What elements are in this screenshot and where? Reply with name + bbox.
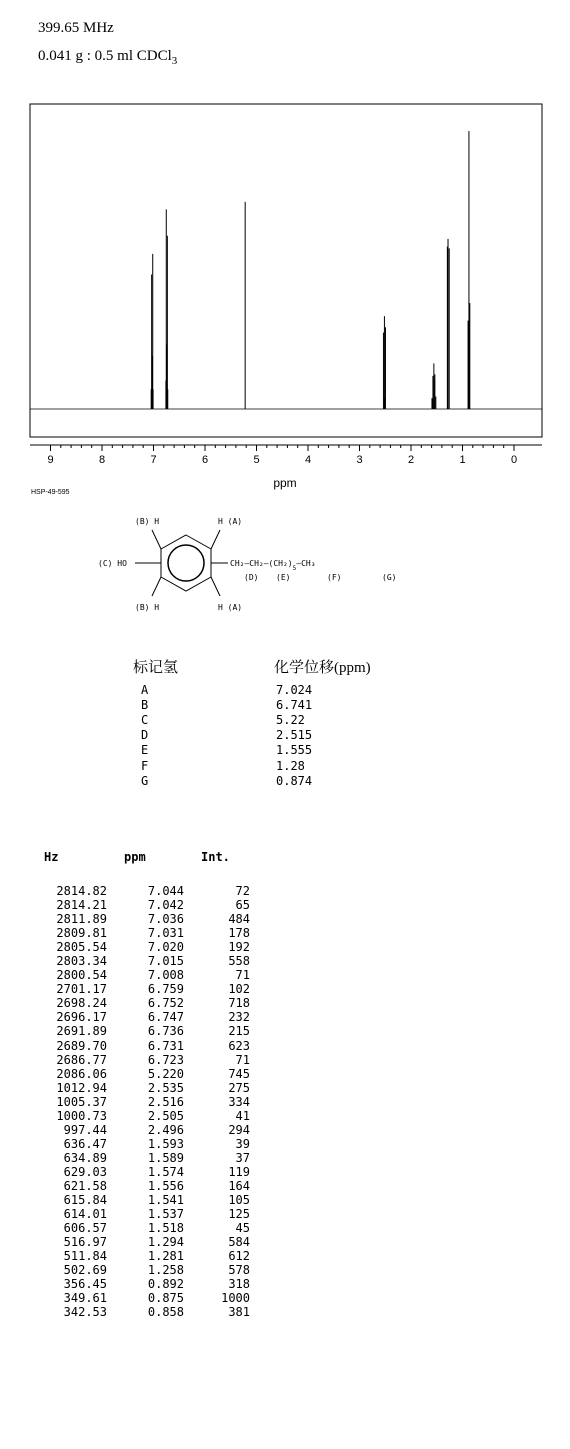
assignment-shift: 1.28 bbox=[276, 758, 305, 773]
x-tick-label: 1 bbox=[459, 454, 466, 466]
peak-intensity: 105 bbox=[228, 1193, 250, 1208]
table-row bbox=[0, 884, 260, 898]
peak-header-int: Int. bbox=[201, 850, 230, 864]
peak-ppm: 1.281 bbox=[147, 1249, 184, 1264]
peak-intensity: 484 bbox=[228, 912, 250, 927]
peak-ppm: 7.036 bbox=[147, 912, 184, 927]
peak-header-hz: Hz bbox=[44, 850, 59, 864]
peak-hz: 2689.70 bbox=[56, 1038, 107, 1053]
peak-ppm: 1.589 bbox=[147, 1150, 184, 1165]
x-tick-label: 3 bbox=[356, 454, 363, 466]
peak-ppm: 1.537 bbox=[147, 1207, 184, 1222]
peak-hz: 2698.24 bbox=[56, 996, 107, 1011]
peak-ppm: 7.015 bbox=[147, 954, 184, 969]
table-row bbox=[0, 1179, 260, 1193]
table-row bbox=[0, 1263, 260, 1277]
table-row bbox=[0, 1249, 260, 1263]
peak-intensity: 745 bbox=[228, 1066, 250, 1081]
molecule-structure bbox=[0, 500, 570, 640]
peak-hz: 606.57 bbox=[63, 1221, 107, 1236]
x-tick-label: 0 bbox=[510, 454, 518, 466]
peak-intensity: 612 bbox=[228, 1249, 250, 1264]
peak-ppm: 7.008 bbox=[147, 968, 184, 983]
peak-hz: 516.97 bbox=[63, 1235, 107, 1250]
peak-intensity: 71 bbox=[235, 1052, 250, 1067]
table-row bbox=[0, 1067, 260, 1081]
peak-hz: 2805.54 bbox=[56, 940, 107, 955]
peak-hz: 1005.37 bbox=[56, 1094, 107, 1109]
assignment-label: F bbox=[141, 758, 149, 773]
chain-text: CH₂—CH₂—(CH₂) bbox=[230, 559, 293, 568]
peak-hz: 502.69 bbox=[63, 1263, 107, 1278]
label-chain bbox=[230, 559, 316, 572]
table-row bbox=[0, 1235, 260, 1249]
peak-intensity: 45 bbox=[235, 1221, 250, 1236]
peak-hz: 2686.77 bbox=[56, 1052, 107, 1067]
peak-hz: 636.47 bbox=[63, 1136, 107, 1151]
assignment-label: A bbox=[141, 683, 149, 697]
peak-hz: 511.84 bbox=[63, 1249, 107, 1264]
label-h-top-left: (B) H bbox=[135, 517, 160, 526]
aromatic-circle bbox=[168, 545, 204, 581]
peak-intensity: 558 bbox=[228, 954, 250, 969]
label-h-top-right: H (A) bbox=[218, 517, 243, 526]
peak-hz: 629.03 bbox=[63, 1164, 107, 1179]
peak-intensity: 578 bbox=[228, 1263, 250, 1278]
table-row bbox=[0, 1291, 260, 1305]
peak-intensity: 318 bbox=[228, 1277, 250, 1292]
table-row bbox=[0, 1053, 260, 1067]
table-row bbox=[0, 1137, 260, 1151]
peak-intensity: 718 bbox=[228, 996, 250, 1011]
assignment-shift: 2.515 bbox=[276, 728, 313, 743]
table-row bbox=[0, 1165, 260, 1179]
peak-hz: 2814.82 bbox=[56, 884, 107, 898]
table-row bbox=[0, 954, 260, 968]
label-h-bot-left: (B) H bbox=[135, 603, 160, 612]
peak-hz: 997.44 bbox=[63, 1122, 107, 1137]
assignment-label: G bbox=[141, 773, 149, 788]
peak-hz: 615.84 bbox=[63, 1193, 107, 1208]
table-row bbox=[0, 1123, 260, 1137]
peak-hz: 2814.21 bbox=[56, 898, 107, 913]
label-ho: (C) HO bbox=[98, 559, 127, 568]
peak-ppm: 2.496 bbox=[147, 1122, 184, 1137]
peak-intensity: 65 bbox=[235, 898, 250, 913]
table-row bbox=[0, 1305, 260, 1319]
table-row bbox=[0, 1277, 260, 1291]
table-row bbox=[0, 1151, 260, 1165]
peak-table bbox=[0, 884, 260, 1319]
table-row bbox=[0, 1109, 260, 1123]
peak-hz: 614.01 bbox=[63, 1207, 107, 1222]
peak-intensity: 275 bbox=[228, 1080, 250, 1095]
label-d: (D) bbox=[244, 573, 259, 582]
peak-hz: 1012.94 bbox=[56, 1080, 107, 1095]
peak-ppm: 1.294 bbox=[147, 1235, 184, 1250]
peak-ppm: 0.858 bbox=[147, 1305, 184, 1320]
peak-ppm: 6.747 bbox=[147, 1010, 184, 1025]
peak-intensity: 37 bbox=[235, 1150, 250, 1165]
peak-header-ppm: ppm bbox=[124, 850, 146, 864]
peak-ppm: 6.731 bbox=[147, 1038, 184, 1053]
ch3-text: —CH₃ bbox=[296, 559, 316, 568]
peak-ppm: 7.020 bbox=[147, 940, 184, 955]
peak-ppm: 6.759 bbox=[147, 982, 184, 997]
table-row bbox=[0, 1207, 260, 1221]
peak-ppm: 1.518 bbox=[147, 1221, 184, 1236]
table-row bbox=[0, 898, 260, 912]
table-row bbox=[0, 1081, 260, 1095]
peak-hz: 2691.89 bbox=[56, 1024, 107, 1039]
peak-ppm: 1.593 bbox=[147, 1136, 184, 1151]
peak-intensity: 623 bbox=[228, 1038, 250, 1053]
peak-hz: 634.89 bbox=[63, 1150, 107, 1165]
table-row bbox=[0, 912, 260, 926]
frequency-label: 399.65 MHz bbox=[38, 20, 114, 36]
assignment-shift: 5.22 bbox=[276, 713, 305, 728]
peak-intensity: 39 bbox=[235, 1136, 250, 1151]
bond-top-right bbox=[211, 530, 220, 549]
x-axis-label: ppm bbox=[273, 476, 297, 490]
peak-hz: 356.45 bbox=[63, 1277, 107, 1292]
peak-intensity: 102 bbox=[228, 982, 250, 997]
spectrum-code: HSP-49-595 bbox=[31, 489, 70, 496]
peak-intensity: 215 bbox=[228, 1024, 250, 1039]
table-row bbox=[0, 1095, 260, 1109]
table-row bbox=[0, 1039, 260, 1053]
table-row bbox=[0, 926, 260, 940]
peak-hz: 2803.34 bbox=[56, 954, 107, 969]
table-row bbox=[0, 996, 260, 1010]
plot-frame bbox=[30, 104, 542, 437]
label-h-bot-right: H (A) bbox=[218, 603, 243, 612]
table-row bbox=[0, 968, 260, 982]
x-tick-label: 6 bbox=[201, 454, 209, 466]
peak-hz: 1000.73 bbox=[56, 1108, 107, 1123]
peak-intensity: 72 bbox=[235, 884, 250, 898]
peak-ppm: 2.535 bbox=[147, 1080, 184, 1095]
assignment-col-label: 标记氢 bbox=[133, 660, 179, 676]
bond-top-left bbox=[152, 530, 161, 549]
peak-ppm: 2.516 bbox=[147, 1094, 184, 1109]
table-row bbox=[0, 1221, 260, 1235]
table-row bbox=[0, 940, 260, 954]
table-row bbox=[0, 1193, 260, 1207]
sample-text: 0.041 g : 0.5 ml CDCl bbox=[38, 48, 172, 64]
label-e: (E) bbox=[276, 573, 291, 582]
peak-ppm: 7.044 bbox=[147, 884, 184, 898]
peak-intensity: 584 bbox=[228, 1235, 250, 1250]
peak-hz: 621.58 bbox=[63, 1178, 107, 1193]
table-row bbox=[0, 1010, 260, 1024]
peak-ppm: 1.556 bbox=[147, 1178, 184, 1193]
peak-ppm: 1.258 bbox=[147, 1263, 184, 1278]
label-g: (G) bbox=[382, 573, 397, 582]
assignment-shift: 6.741 bbox=[276, 698, 313, 713]
peak-intensity: 232 bbox=[228, 1010, 250, 1025]
peak-ppm: 7.042 bbox=[147, 898, 184, 913]
assignment-shift: 0.874 bbox=[276, 773, 313, 788]
x-tick-label: 9 bbox=[47, 454, 54, 466]
peak-hz: 2696.17 bbox=[56, 1010, 107, 1025]
peak-hz: 349.61 bbox=[63, 1291, 107, 1306]
assignment-label: C bbox=[141, 713, 149, 728]
peak-intensity: 334 bbox=[228, 1094, 250, 1109]
peak-ppm: 1.541 bbox=[147, 1193, 184, 1208]
peak-ppm: 1.574 bbox=[147, 1164, 184, 1179]
peak-ppm: 6.752 bbox=[147, 996, 184, 1011]
peak-intensity: 381 bbox=[228, 1305, 250, 1320]
sample-subscript: 3 bbox=[171, 55, 178, 67]
peak-intensity: 1000 bbox=[221, 1291, 250, 1306]
assignment-col-shift: 化学位移(ppm) bbox=[274, 660, 371, 676]
table-row bbox=[0, 1024, 260, 1038]
nmr-spectrum-chart bbox=[0, 0, 570, 500]
peak-hz: 342.53 bbox=[63, 1305, 107, 1320]
peak-intensity: 164 bbox=[228, 1178, 250, 1193]
peak-hz: 2809.81 bbox=[56, 926, 107, 941]
assignment-label: E bbox=[141, 743, 149, 758]
bond-bot-right bbox=[211, 577, 220, 596]
x-tick-label: 7 bbox=[150, 454, 157, 466]
peak-intensity: 192 bbox=[228, 940, 250, 955]
assignment-label: D bbox=[141, 728, 149, 743]
peak-ppm: 2.505 bbox=[147, 1108, 184, 1123]
label-f: (F) bbox=[327, 573, 342, 582]
peak-intensity: 41 bbox=[235, 1108, 250, 1123]
peak-ppm: 0.892 bbox=[147, 1277, 184, 1292]
peak-intensity: 71 bbox=[235, 968, 250, 983]
peak-ppm: 5.220 bbox=[147, 1066, 184, 1081]
x-tick-label: 4 bbox=[304, 454, 312, 466]
x-tick-label: 5 bbox=[253, 454, 260, 466]
x-tick-label: 2 bbox=[407, 454, 415, 466]
peak-hz: 2701.17 bbox=[56, 982, 107, 997]
peak-intensity: 178 bbox=[228, 926, 250, 941]
peak-ppm: 6.736 bbox=[147, 1024, 184, 1039]
peak-intensity: 294 bbox=[228, 1122, 250, 1137]
x-tick-label: 8 bbox=[98, 454, 106, 466]
assignment-shift: 1.555 bbox=[276, 743, 313, 758]
peak-hz: 2086.06 bbox=[56, 1066, 107, 1081]
peak-ppm: 7.031 bbox=[147, 926, 184, 941]
peak-ppm: 0.875 bbox=[147, 1291, 184, 1306]
chain-subscript: 5 bbox=[292, 565, 297, 572]
peak-intensity: 119 bbox=[228, 1164, 250, 1179]
table-row bbox=[0, 982, 260, 996]
bond-bot-left bbox=[152, 577, 161, 596]
assignment-shift: 7.024 bbox=[276, 683, 313, 697]
assignment-label: B bbox=[141, 698, 149, 713]
peak-hz: 2800.54 bbox=[56, 968, 107, 983]
peak-ppm: 6.723 bbox=[147, 1052, 184, 1067]
peak-hz: 2811.89 bbox=[56, 912, 107, 927]
peak-intensity: 125 bbox=[228, 1207, 250, 1222]
